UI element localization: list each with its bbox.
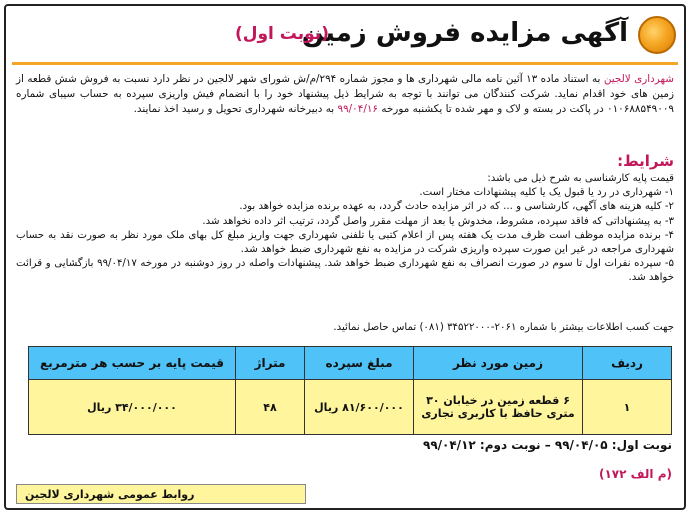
- org-name: شهرداری لالجین: [603, 73, 674, 85]
- ad-header: [6, 6, 684, 66]
- cell-row-number: ۱: [583, 380, 672, 435]
- contact-info: جهت کسب اطلاعات بیشتر با شماره ۲۰۶۱-۳۴۵۲۲۰۰۰ (۰۸۱) تماس حاصل نمائید.: [333, 322, 674, 333]
- conditions-list: [16, 172, 674, 286]
- cell-land: ۶ قطعه زمین در خیابان ۳۰ متری حافظ با کاربری تجاری: [414, 380, 583, 435]
- cell-area: ۴۸: [236, 380, 305, 435]
- cell-base-price: ۳۴/۰۰۰/۰۰۰ ریال: [29, 380, 236, 435]
- intro-paragraph: [16, 72, 674, 117]
- conditions-heading: شرایط:: [617, 152, 674, 170]
- intro-text: به استناد ماده ۱۳ آئین نامه مالی شهرداری ها و مجوز شماره ۲۹۴/م/ش شورای شهر لالجین در نظر دارد نسبت به فروش شش قطعه از زمین های خود اقدام نماید. شرکت کنندگان می توانند با توجه به شرایط ذیل پیشنهاد خود را با انضمام فیش واریزی سپرده به حساب سیبای شماره ۰۱۰۶۸۸۵۴۹۰۰۹ در پاکت در بسته و لاک و مهر شده تا یکشنبه مورخه: [16, 73, 674, 115]
- condition-item: ۴- برنده مزایده موظف است ظرف مدت یک هفته پس از اعلام کتبی یا تلفنی شهرداری جهت واریز مبلغ کل بهای ملک مورد نظر به صورت نقد به حساب شهرداری مراجعه در غیر این صورت سپرده واریزی شرکت در مزایده به نفع شهرداری ضبط خواهد شد.: [16, 229, 674, 256]
- announcement-logo-icon: [638, 16, 676, 54]
- footer-box: [16, 484, 306, 504]
- condition-item: قیمت پایه کارشناسی به شرح ذیل می باشد:: [487, 173, 674, 184]
- header-divider: [12, 62, 678, 65]
- intro-text-end: به دبیرخانه شهرداری تحویل و رسید اخذ نمایند.: [133, 103, 338, 115]
- auction-table: [28, 346, 672, 435]
- table-row: [29, 380, 672, 435]
- ad-code: (م الف ۱۷۲): [598, 467, 672, 481]
- col-area: متراژ: [236, 347, 305, 380]
- ad-subtitle: (نوبت اول): [234, 24, 329, 44]
- col-row-number: ردیف: [583, 347, 672, 380]
- cell-deposit: ۸۱/۶۰۰/۰۰۰ ریال: [305, 380, 414, 435]
- ad-title: آگهی مزایده فروش زمین: [301, 18, 628, 48]
- footer-publisher: روابط عمومی شهرداری لالجین: [25, 488, 195, 501]
- condition-item: ۳- به پیشنهاداتی که فاقد سپرده، مشروط، مخدوش یا بعد از مهلت مقرر واصل گردد، ترتیب اثر داده نخواهد شد.: [202, 215, 674, 227]
- table-header-row: [29, 347, 672, 380]
- deadline-date: ۹۹/۰۴/۱۶: [337, 103, 379, 115]
- condition-item: ۲- کلیه هزینه های آگهی، کارشناسی و ... که در اثر مزایده حادث گردد، به عهده برنده مزایده خواهد بود.: [239, 201, 674, 213]
- col-deposit: مبلغ سپرده: [305, 347, 414, 380]
- col-base-price: قیمت پایه بر حسب هر مترمربع: [29, 347, 236, 380]
- col-land: زمین مورد نظر: [414, 347, 583, 380]
- ad-frame: [4, 4, 686, 510]
- publication-rounds: نوبت اول: ۹۹/۰۴/۰۵ – نوبت دوم: ۹۹/۰۴/۱۲: [423, 438, 672, 452]
- condition-item: ۵- سپرده نفرات اول تا سوم در صورت انصراف به نفع شهرداری ضبط خواهد شد. پیشنهادات واصله در روز دوشنبه در مورخه ۹۹/۰۴/۱۷ بازگشایی و قرائت خواهد شد.: [16, 258, 674, 284]
- condition-item: ۱- شهرداری در رد یا قبول یک یا کلیه پیشنهادات مختار است.: [419, 187, 674, 199]
